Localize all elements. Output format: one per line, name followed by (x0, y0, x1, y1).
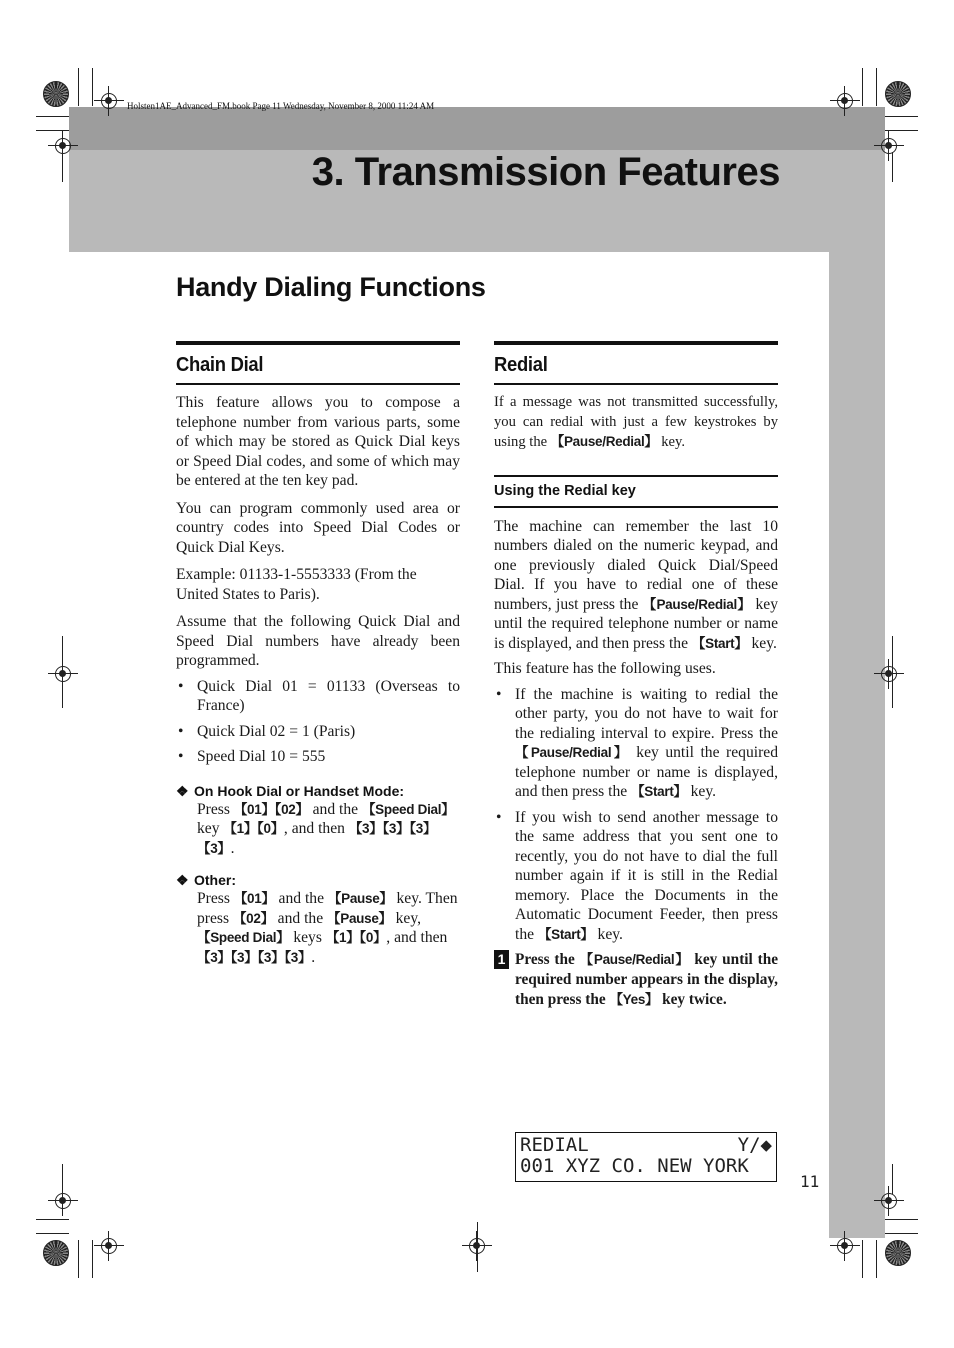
registration-mark (881, 666, 897, 682)
color-wheel-mark (885, 1240, 911, 1266)
list-item: • Quick Dial 02 = 1 (Paris) (176, 722, 460, 742)
crop-mark (78, 68, 79, 106)
side-band (829, 252, 885, 1238)
crop-mark (36, 1233, 69, 1234)
crop-mark (92, 1240, 93, 1278)
diamond-icon: ❖ (176, 872, 189, 888)
crop-mark (876, 68, 877, 106)
color-wheel-mark (43, 81, 69, 107)
color-wheel-mark (885, 81, 911, 107)
crop-mark (892, 152, 893, 182)
chapter-band-top-strip (69, 107, 885, 150)
registration-mark (881, 1193, 897, 1209)
using-redial-heading: Using the Redial key (494, 482, 636, 499)
crop-mark (92, 68, 93, 106)
lcd-indicator: Y/◆ (737, 1134, 772, 1156)
paragraph: Press 【01】【02】 and the 【Speed Dial】 key 【1】【0】, and then 【3】【3】【3】【3】. (197, 800, 455, 857)
paragraph: This feature allows you to compose a telephone number from various parts, some of which may be stored as Quick Dial keys or Speed Dial codes, and some of which may be entered at the ten key pad. (176, 394, 460, 489)
color-wheel-mark (43, 1240, 69, 1266)
registration-mark (101, 1238, 117, 1254)
page-number: 11 (800, 1172, 820, 1191)
chain-dial-heading: Chain Dial (176, 354, 264, 376)
paragraph: You can program commonly used area or country codes into Speed Dial Codes or Quick Dial Keys. (176, 499, 460, 556)
crop-mark (862, 68, 863, 106)
subheading (176, 872, 460, 889)
bullet-list (176, 677, 460, 767)
crop-mark (62, 636, 63, 708)
crop-mark (885, 116, 918, 117)
left-column (176, 341, 460, 967)
registration-mark (837, 1238, 853, 1254)
list-item: • If you wish to send another message to the same address that you sent one to recently, you do not have to dial the full number again if it is still in the Redial memory. Place the Documents in the Automatic Document Feeder, then press the 【Start】 key. (494, 808, 778, 945)
step-instruction: 1 Press the 【Pause/Redial】 key until the required number appears in the display, then press the 【Yes】 key twice. (494, 950, 778, 1009)
paragraph: Example: 01133-1-5553333 (From the United States to Paris). (176, 566, 417, 603)
crop-mark (862, 1240, 863, 1278)
redial-heading: Redial (494, 354, 548, 376)
crop-mark (885, 130, 918, 131)
lcd-display (515, 1132, 777, 1182)
list-item: • Speed Dial 10 = 555 (176, 747, 460, 767)
paragraph: This feature has the following uses. (494, 660, 716, 677)
registration-mark (55, 666, 71, 682)
subheading-label: Other: (194, 872, 236, 888)
crop-mark (36, 130, 69, 131)
paragraph: If a message was not transmitted successfully, you can redial with just a few keystrokes by using the 【Pause/Redial】 key. (494, 394, 778, 450)
crop-mark (885, 1233, 918, 1234)
chapter-title: 3. Transmission Features (311, 150, 780, 194)
crop-mark (477, 1222, 478, 1272)
crop-mark (892, 1164, 893, 1194)
bullet-list (494, 685, 778, 945)
diamond-icon: ❖ (176, 782, 189, 799)
registration-mark (101, 93, 117, 109)
crop-mark (36, 1219, 69, 1220)
registration-mark (837, 93, 853, 109)
crop-mark (36, 116, 69, 117)
subheading-box (494, 475, 778, 508)
crop-mark (876, 1240, 877, 1278)
list-item: • Quick Dial 01 = 01133 (Overseas to France) (176, 677, 460, 716)
subheading-label: On Hook Dial or Handset Mode: (194, 782, 405, 799)
registration-mark (55, 1193, 71, 1209)
paragraph: Assume that the following Quick Dial and Speed Dial numbers have already been programmed. (176, 613, 460, 669)
paragraph: Press 【01】 and the 【Pause】 key. Then press 【02】 and the 【Pause】 key, 【Speed Dial】 keys 【1】【0】, and then 【3】【3】【3】【3】. (197, 890, 458, 966)
crop-mark (78, 1240, 79, 1278)
subheading (176, 783, 460, 800)
right-column (494, 341, 778, 1009)
section-title: Handy Dialing Functions (176, 272, 486, 302)
list-item: • If the machine is waiting to redial the other party, you do not have to wait for the redialing interval to expire. Press the 【Pause/Redial】 key until the required telephone number or name is displayed, and then press the 【Start】 key. (494, 685, 778, 802)
crop-mark (885, 1219, 918, 1220)
registration-mark (55, 138, 71, 154)
crop-mark (62, 152, 63, 182)
crop-mark (62, 1164, 63, 1194)
step-number: 1 (494, 950, 509, 969)
paragraph: The machine can remember the last 10 numbers dialed on the numeric keypad, and one previously dialed Quick Dial/Speed Dial. If you have to redial one of these numbers, just press the 【Pause/Redial】 key until the required telephone number or name is displayed, and then press the 【Start】 key. (494, 517, 778, 652)
registration-mark (881, 138, 897, 154)
lcd-line-1: REDIAL (520, 1134, 589, 1156)
crop-mark (892, 636, 893, 708)
lcd-line-2: 001 XYZ CO. NEW YORK (520, 1155, 749, 1177)
book-file-line: Holsten1AE_Advanced_FM.book Page 11 Wednesday, November 8, 2000 11:24 AM (127, 101, 435, 111)
